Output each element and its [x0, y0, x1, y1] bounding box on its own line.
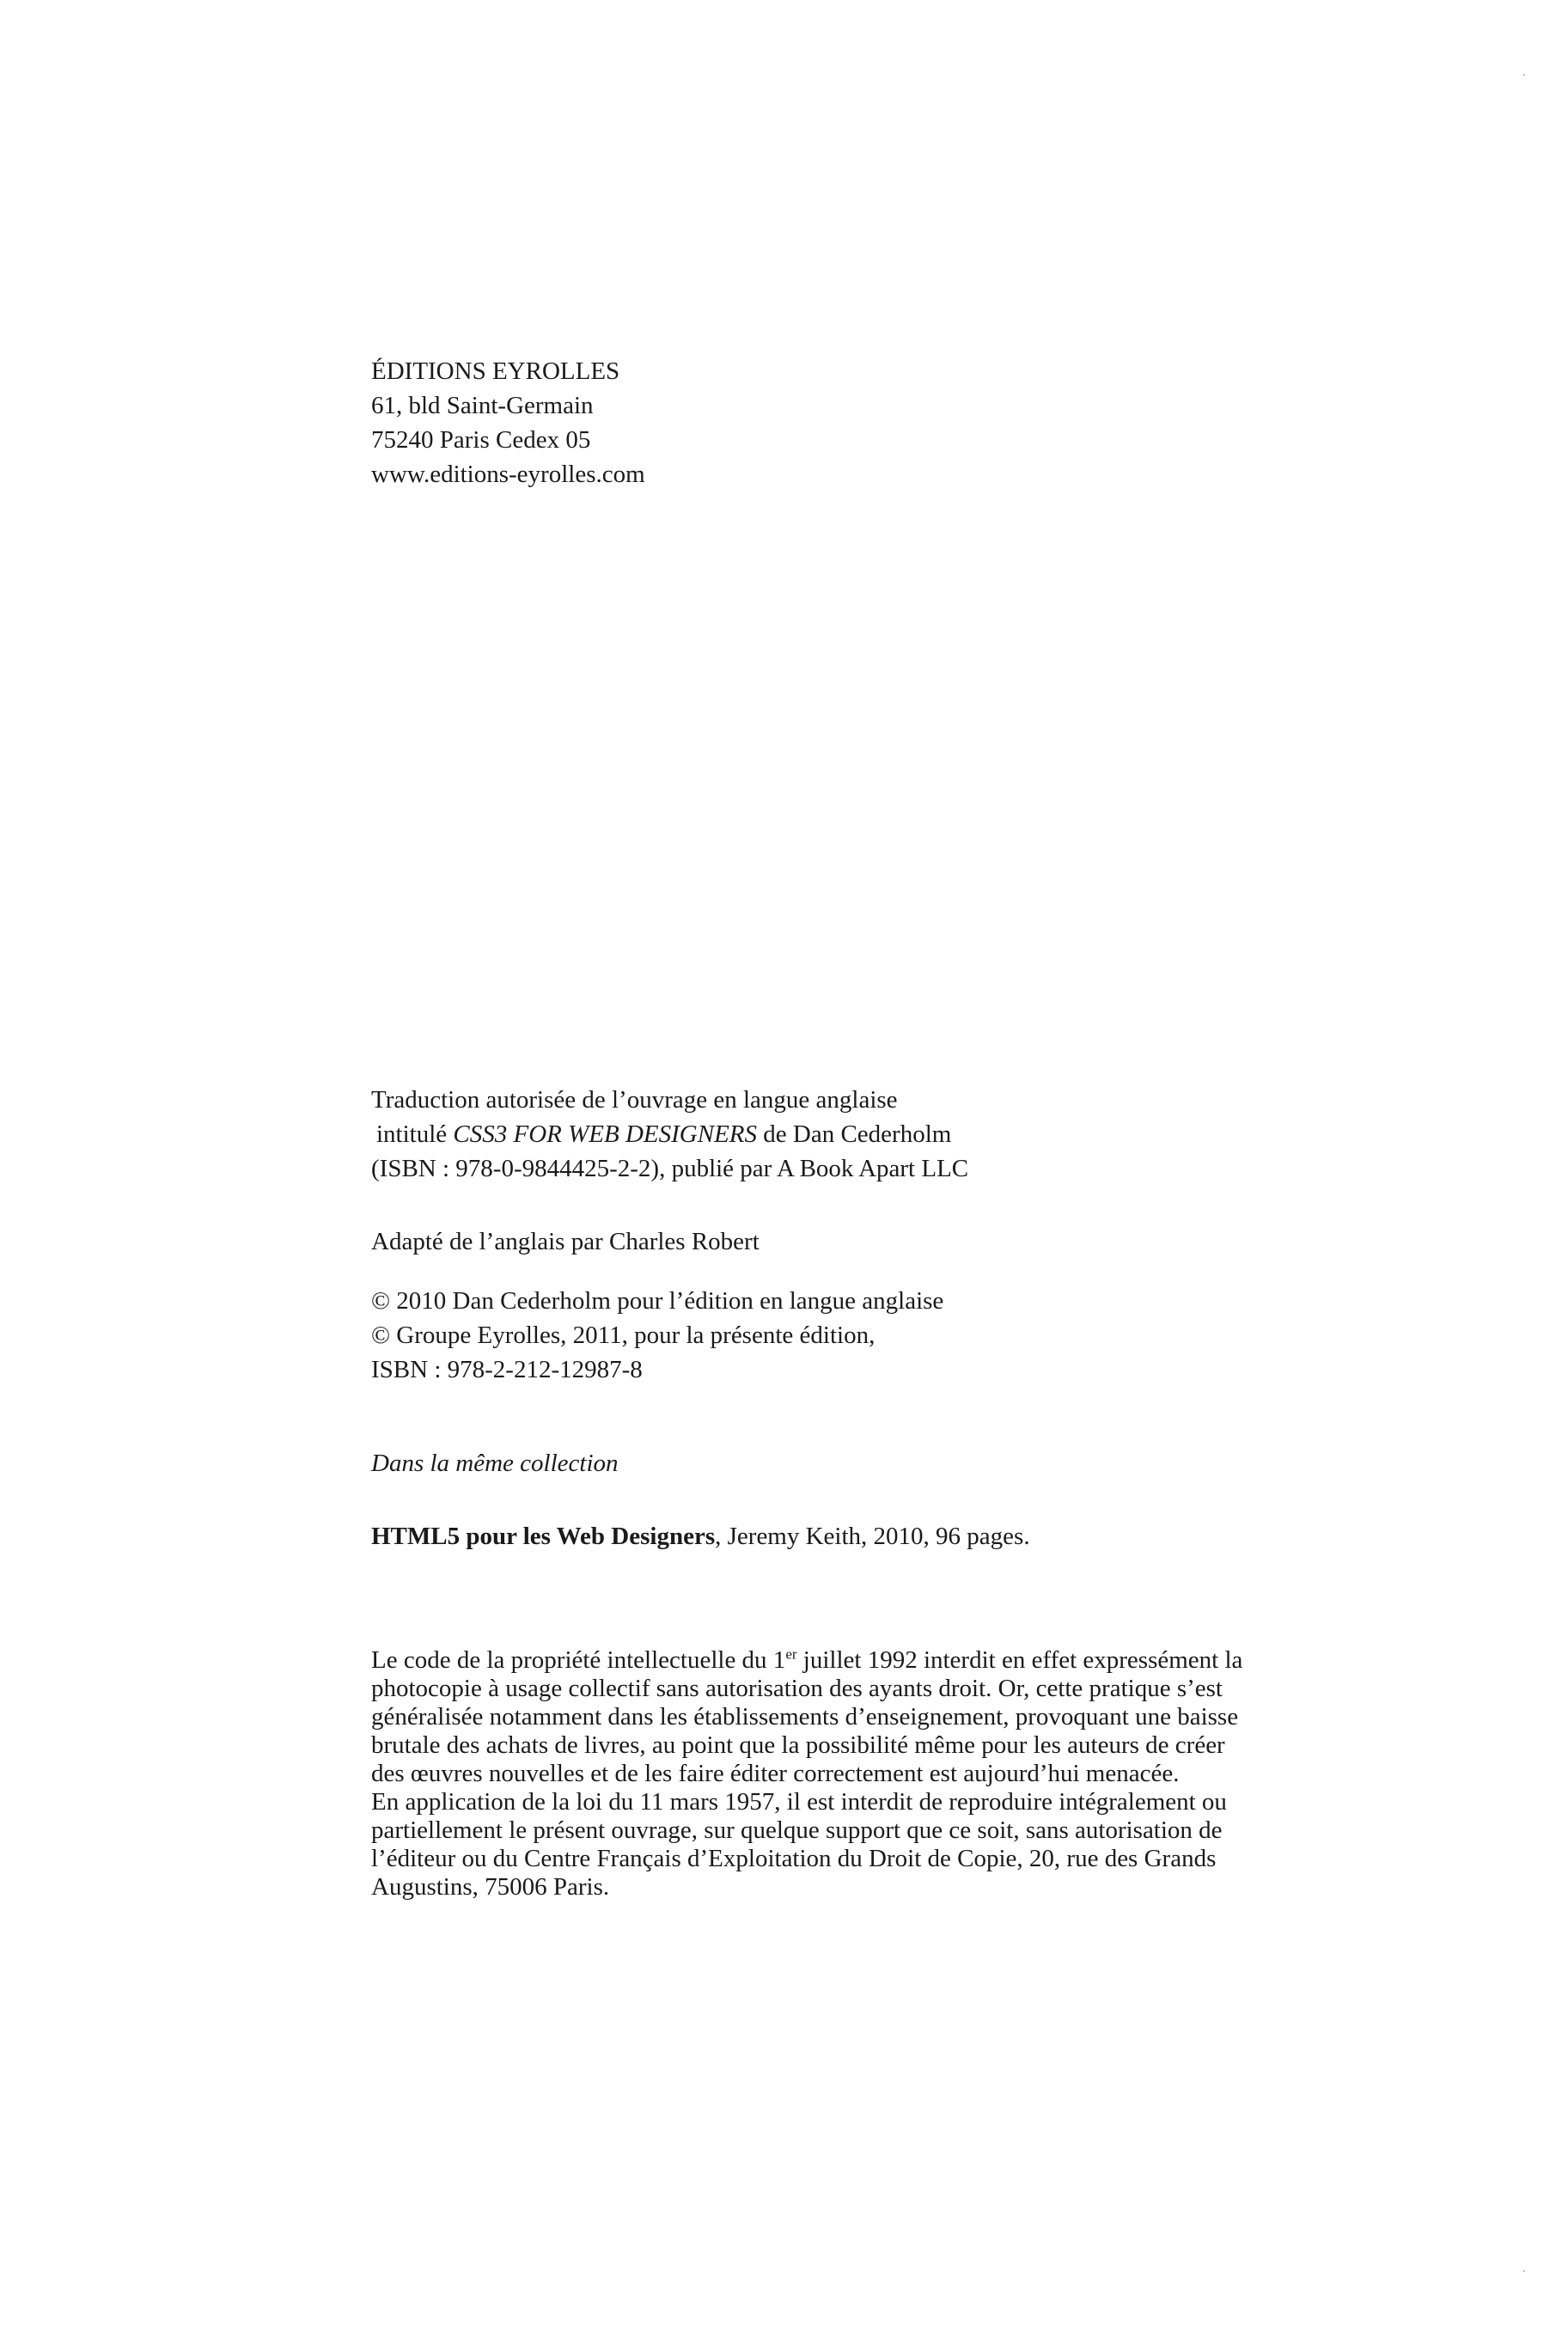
edge-mark — [1523, 2270, 1525, 2272]
translation-line2-suffix: de Dan Cederholm — [757, 1120, 952, 1148]
publisher-address-line1: 61, bld Saint-Germain — [371, 392, 594, 419]
publisher-address-line2: 75240 Paris Cedex 05 — [371, 426, 591, 454]
translation-line1: Traduction autorisée de l’ouvrage en langue anglaise — [371, 1086, 898, 1114]
edge-mark — [1523, 74, 1525, 76]
translation-line2 — [371, 1117, 968, 1151]
legal-p1-rest: juillet 1992 interdit en effet expressément la photocopie à usage collectif sans autorisation des ayants droit. Or, cette pratique s’est généralisée notamment dans les établissements d’enseignement, provoquant une baisse brutale des achats de livres, au point que la possibilité même pour les auteurs de créer des œuvres nouvelles et de les faire éditer correctement est aujourd’hui menacée. — [371, 1646, 1243, 1787]
collection-heading: Dans la même collection — [371, 1450, 619, 1477]
legal-p1-start: Le code de la propriété intellectuelle du 1 — [371, 1646, 786, 1674]
publisher-website: www.editions-eyrolles.com — [371, 461, 645, 488]
isbn: ISBN : 978-2-212-12987-8 — [371, 1356, 643, 1383]
copyright-line1: © 2010 Dan Cederholm pour l’édition en langue anglaise — [371, 1287, 944, 1315]
legal-paragraph-1 — [371, 1646, 1256, 1788]
legal-notice — [371, 1646, 1256, 1902]
translation-block — [371, 1083, 968, 1186]
adaptation-line: Adapté de l’anglais par Charles Robert — [371, 1228, 760, 1255]
collection-item-title: HTML5 pour les Web Designers — [371, 1523, 716, 1550]
collection-item-details: , Jeremy Keith, 2010, 96 pages. — [715, 1523, 1030, 1550]
publisher-name: ÉDITIONS EYROLLES — [371, 357, 620, 385]
original-title: CSS3 FOR WEB DESIGNERS — [453, 1120, 758, 1148]
collection-item — [371, 1519, 1030, 1554]
translation-line2-prefix: intitulé — [376, 1120, 454, 1148]
copyright-line2: © Groupe Eyrolles, 2011, pour la présente édition, — [371, 1322, 876, 1349]
legal-paragraph-2: En application de la loi du 11 mars 1957, il est interdit de reproduire intégralement ou partiellement le présent ouvrage, sur quelque support que ce soit, sans autorisation de l’éditeur ou du Centre Français d’Exploitation du Droit de Copie, 20, rue des Grands Augustins, 75006 Paris. — [371, 1788, 1227, 1901]
copyright-block — [371, 1284, 943, 1387]
translation-line3: (ISBN : 978-0-9844425-2-2), publié par A Book Apart LLC — [371, 1155, 969, 1182]
publisher-block — [371, 354, 645, 491]
legal-p1-superscript: er — [785, 1645, 797, 1663]
